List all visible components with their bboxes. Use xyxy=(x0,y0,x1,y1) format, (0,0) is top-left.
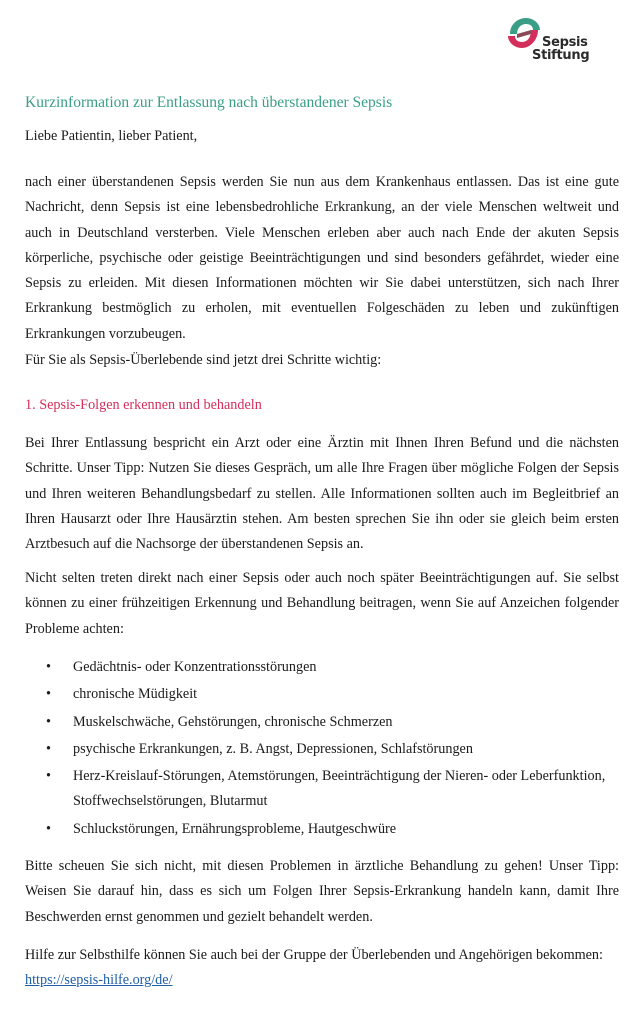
bullet-icon: • xyxy=(46,768,51,785)
logo-line-2: Stiftung xyxy=(532,48,590,63)
list-item: • Gedächtnis- oder Konzentrationsstörungen xyxy=(25,655,619,680)
list-item: • Herz-Kreislauf-Störungen, Atemstörungen, Beeinträchtigung der Nieren- oder Leberfunktion, Stoffwechselstörungen, Blutarmut xyxy=(25,764,619,815)
greeting: Liebe Patientin, lieber Patient, xyxy=(25,128,198,144)
list-item: • psychische Erkrankungen, z. B. Angst, Depressionen, Schlafstörungen xyxy=(25,737,619,762)
list-item: • Schluckstörungen, Ernährungsprobleme, Hautgeschwüre xyxy=(25,817,619,842)
list-item: • Muskelschwäche, Gehstörungen, chronische Schmerzen xyxy=(25,710,619,735)
section-1-paragraph-4 xyxy=(25,943,619,994)
section-1-paragraph-2: Nicht selten treten direkt nach einer Sepsis oder auch noch später Beeinträchtigungen auf. Sie selbst können zu einer frühzeitigen Erkennung und Behandlung beitragen, wenn Sie auf Anzeichen folgender Probleme achten: xyxy=(25,570,619,637)
bullet-icon: • xyxy=(46,686,51,703)
logo-wordmark xyxy=(532,35,590,63)
sepsis-stiftung-logo xyxy=(504,16,614,70)
bullet-icon: • xyxy=(46,659,51,675)
symptom-list xyxy=(25,655,619,844)
sepsis-hilfe-link[interactable]: https://sepsis-hilfe.org/de/ xyxy=(25,972,173,989)
document-title: Kurzinformation zur Entlassung nach überstandener Sepsis xyxy=(25,94,393,111)
steps-intro: Für Sie als Sepsis-Überlebende sind jetzt drei Schritte wichtig: xyxy=(25,352,382,368)
logo-line-1: Sepsis xyxy=(542,35,588,50)
logo-mark-icon xyxy=(504,16,544,52)
intro-paragraph: nach einer überstandenen Sepsis werden Sie nun aus dem Krankenhaus entlassen. Das ist eine gute Nachricht, denn Sepsis ist eine lebensbedrohliche Erkrankung, an der viele Menschen weltweit und auch in Deutschland versterben. Viele Menschen erleben aber auch nach Ende der akuten Sepsis körperliche, psychische oder geistige Beeinträchtigungen und sind besonders gefährdet, wieder eine Sepsis zu erleiden. Mit diesen Informationen möchten wir Sie dabei unterstützen, sich nach Ihrer Erkrankung bestmöglich zu erholen, mit eventuellen Folgeschäden zu leben und zukünftigen Erkrankungen vorzubeugen. xyxy=(25,174,619,342)
section-1-heading: 1. Sepsis-Folgen erkennen und behandeln xyxy=(25,397,262,413)
bullet-icon: • xyxy=(46,740,51,757)
section-1-paragraph-1: Bei Ihrer Entlassung bespricht ein Arzt oder eine Ärztin mit Ihnen Ihren Befund und die nächsten Schritte. Unser Tipp: Nutzen Sie dieses Gespräch, um alle Ihre Fragen über mögliche Folgen der Sepsis und Ihren weiteren Behandlungsbedarf zu stellen. Alle Informationen sollten auch im Begleitbrief an Ihren Hausarzt oder Ihre Hausärztin stehen. Am besten sprechen Sie ihn oder sie gleich beim ersten Arztbesuch auf die Nachsorge der überstandenen Sepsis an. xyxy=(25,435,619,553)
bullet-icon: • xyxy=(46,713,51,730)
bullet-icon: • xyxy=(46,820,51,837)
section-1-paragraph-3: Bitte scheuen Sie sich nicht, mit diesen Problemen in ärztliche Behandlung zu gehen! Unser Tipp: Weisen Sie darauf hin, dass es sich um Folgen Ihrer Sepsis-Erkrankung handeln kann, damit Ihre Beschwerden ernst genommen und gezielt behandelt werden. xyxy=(25,858,619,925)
self-help-text: Hilfe zur Selbsthilfe können Sie auch bei der Gruppe der Überlebenden und Angehörigen bekommen: xyxy=(25,947,603,963)
list-item: • chronische Müdigkeit xyxy=(25,682,619,707)
